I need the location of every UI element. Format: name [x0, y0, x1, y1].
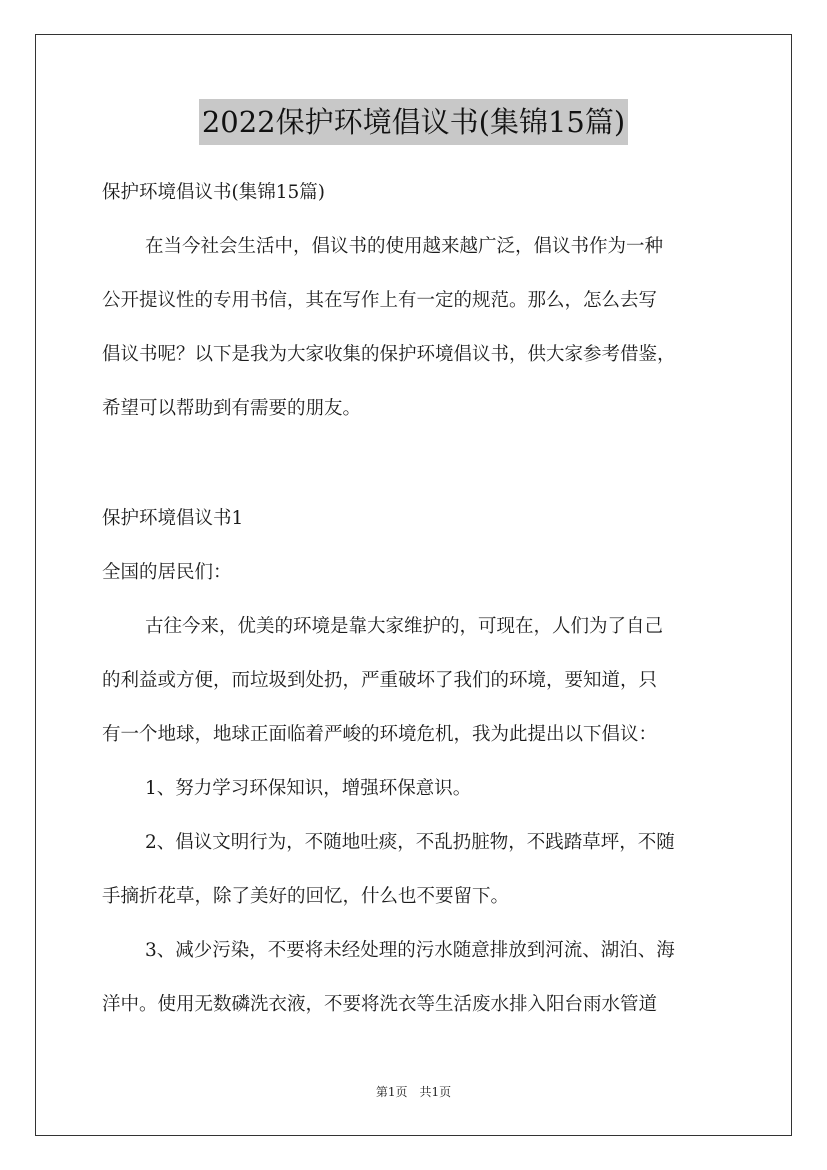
paragraph-line: 在当今社会生活中，倡议书的使用越来越广泛，倡议书作为一种 [145, 236, 664, 257]
section-heading: 保护环境倡议书1 [102, 508, 244, 529]
document-title: 2022保护环境倡议书(集锦15篇) [199, 99, 628, 145]
subtitle-line: 保护环境倡议书(集锦15篇) [102, 182, 325, 203]
paragraph-line: 的利益或方便，而垃圾到处扔，严重破坏了我们的环境，要知道，只 [102, 670, 658, 691]
salutation-line: 全国的居民们： [102, 562, 232, 583]
paragraph-line: 有一个地球，地球正面临着严峻的环境危机，我为此提出以下倡议： [102, 724, 658, 745]
list-item-line: 2、倡议文明行为，不随地吐痰，不乱扔脏物，不践踏草坪，不随 [145, 832, 675, 853]
page-number: 第1页 [375, 1085, 408, 1099]
paragraph-line: 公开提议性的专用书信，其在写作上有一定的规范。那么，怎么去写 [102, 290, 658, 311]
list-item-line: 1、努力学习环保知识，增强环保意识。 [145, 778, 472, 799]
page-footer [0, 1083, 827, 1100]
list-item-line: 洋中。使用无数磷洗衣液，不要将洗衣等生活废水排入阳台雨水管道 [102, 994, 658, 1015]
page-total: 共1页 [419, 1085, 452, 1099]
list-item-line: 手摘折花草，除了美好的回忆，什么也不要留下。 [102, 886, 510, 907]
paragraph-line: 古往今来，优美的环境是靠大家维护的，可现在，人们为了自己 [145, 616, 664, 637]
title-container [0, 99, 827, 145]
paragraph-line: 希望可以帮助到有需要的朋友。 [102, 398, 362, 419]
list-item-line: 3、减少污染，不要将未经处理的污水随意排放到河流、湖泊、海 [145, 940, 675, 961]
paragraph-line: 倡议书呢？以下是我为大家收集的保护环境倡议书，供大家参考借鉴， [102, 344, 676, 365]
